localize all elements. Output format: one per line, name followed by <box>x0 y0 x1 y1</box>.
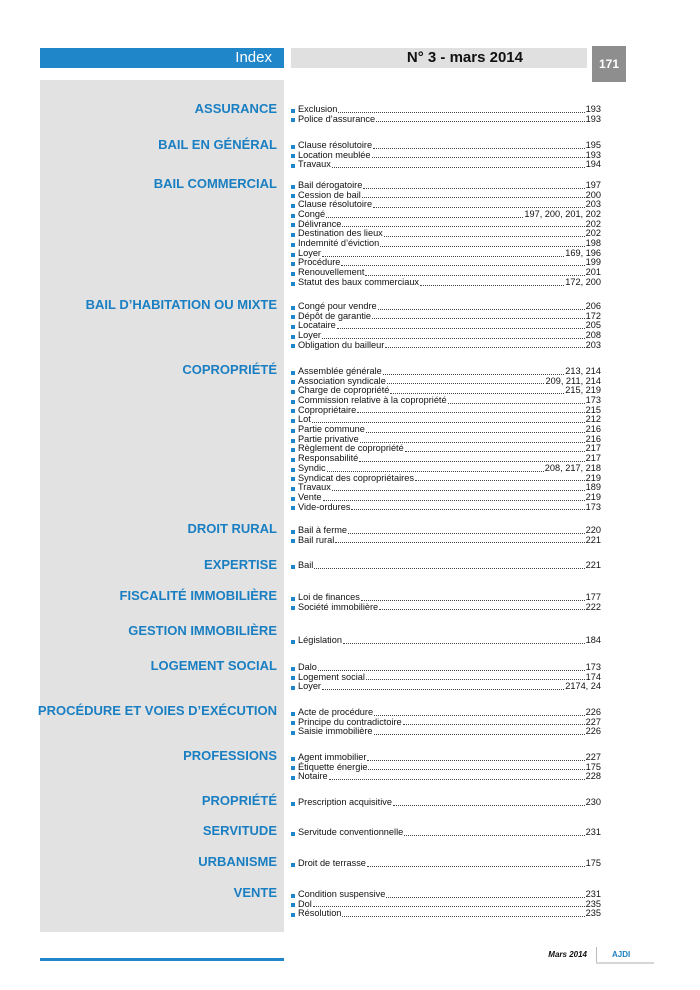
bullet-icon <box>291 262 295 266</box>
index-entry <box>291 526 601 536</box>
category-heading: BAIL COMMERCIAL <box>153 176 277 191</box>
dot-leader <box>318 670 585 671</box>
entry-group <box>291 753 601 782</box>
bullet-icon <box>291 223 295 227</box>
index-entry <box>291 151 601 161</box>
entry-pages: 173 <box>585 661 601 672</box>
entry-pages: 208, 217, 218 <box>544 462 601 473</box>
dot-leader <box>341 265 584 266</box>
dot-leader <box>374 715 585 716</box>
bullet-icon <box>291 458 295 462</box>
entry-group <box>291 828 601 838</box>
entry-pages: 222 <box>585 601 601 612</box>
bullet-icon <box>291 448 295 452</box>
dot-leader <box>380 246 584 247</box>
dot-leader <box>379 609 584 610</box>
entry-label: Loi de finances <box>298 591 360 602</box>
entry-pages: 174 <box>585 671 601 682</box>
entry-label: Vide-ordures <box>298 501 351 512</box>
entry-pages: 220 <box>585 524 601 535</box>
dot-leader <box>367 760 584 761</box>
index-entry <box>291 536 601 546</box>
index-entry <box>291 772 601 782</box>
entry-pages: 193 <box>585 103 601 114</box>
entry-label: Loyer <box>298 247 321 258</box>
dot-leader <box>329 779 585 780</box>
dot-leader <box>332 167 585 168</box>
entry-label: Législation <box>298 634 342 645</box>
entry-label: Notaire <box>298 771 328 782</box>
entry-label: Commission relative à la copropriété <box>298 395 447 406</box>
dot-leader <box>373 207 585 208</box>
bullet-icon <box>291 606 295 610</box>
dot-leader <box>323 500 585 501</box>
entry-label: Assemblée générale <box>298 365 382 376</box>
entry-pages: 198 <box>585 238 601 249</box>
entry-label: Bail rural <box>298 534 335 545</box>
entry-pages: 172 <box>585 310 601 321</box>
entry-pages: 173 <box>585 395 601 406</box>
index-entry <box>291 115 601 125</box>
bullet-icon <box>291 903 295 907</box>
entry-label: Responsabilité <box>298 453 359 464</box>
entry-group <box>291 593 601 612</box>
entry-pages: 177 <box>585 591 601 602</box>
bullet-icon <box>291 194 295 198</box>
bullet-icon <box>291 676 295 680</box>
entry-label: Dalo <box>298 661 317 672</box>
entry-pages: 213, 214 <box>565 365 601 376</box>
bullet-icon <box>291 243 295 247</box>
entry-label: Loyer <box>298 330 321 341</box>
entry-group <box>291 890 601 919</box>
entry-label: Saisie immobilière <box>298 726 373 737</box>
entry-label: Logement social <box>298 671 365 682</box>
bullet-icon <box>291 530 295 534</box>
bullet-icon <box>291 863 295 867</box>
bullet-icon <box>291 419 295 423</box>
entry-pages: 201 <box>585 267 601 278</box>
entry-label: Clause résolutoire <box>298 199 373 210</box>
category-heading: EXPERTISE <box>204 557 277 572</box>
dot-leader <box>322 689 564 690</box>
bullet-icon <box>291 686 295 690</box>
entry-label: Location meublée <box>298 149 371 160</box>
bullet-icon <box>291 565 295 569</box>
bullet-icon <box>291 721 295 725</box>
bullet-icon <box>291 640 295 644</box>
entry-pages: 175 <box>585 761 601 772</box>
bullet-icon <box>291 776 295 780</box>
dot-leader <box>367 866 585 867</box>
entry-pages: 217 <box>585 453 601 464</box>
dot-leader <box>337 328 585 329</box>
entry-label: Exclusion <box>298 103 338 114</box>
entry-group <box>291 859 601 869</box>
entry-group <box>291 141 601 170</box>
dot-leader <box>342 916 584 917</box>
entry-label: Charge de copropriété <box>298 385 390 396</box>
entry-group <box>291 708 601 737</box>
dot-leader <box>361 600 585 601</box>
index-entry <box>291 341 601 351</box>
entry-pages: 227 <box>585 716 601 727</box>
entry-label: Principe du contradictoire <box>298 716 402 727</box>
bullet-icon <box>291 487 295 491</box>
dot-leader <box>387 383 545 384</box>
entry-pages: 206 <box>585 300 601 311</box>
bullet-icon <box>291 439 295 443</box>
index-entry <box>291 160 601 170</box>
index-entry <box>291 798 601 808</box>
entry-label: Partie privative <box>298 433 359 444</box>
entry-group <box>291 526 601 545</box>
entry-label: Règlement de copropriété <box>298 443 404 454</box>
entry-label: Copropriétaire <box>298 404 357 415</box>
bullet-icon <box>291 409 295 413</box>
category-heading: SERVITUDE <box>202 823 277 838</box>
category-heading: BAIL D’HABITATION OU MIXTE <box>85 297 277 312</box>
entry-label: Cession de bail <box>298 189 361 200</box>
bullet-icon <box>291 468 295 472</box>
bullet-icon <box>291 306 295 310</box>
entry-pages: 231 <box>585 826 601 837</box>
bullet-icon <box>291 597 295 601</box>
dot-leader <box>368 769 584 770</box>
entry-label: Congé pour vendre <box>298 300 377 311</box>
dot-leader <box>322 338 585 339</box>
index-entry <box>291 890 601 900</box>
entry-label: Congé <box>298 209 326 220</box>
entry-label: Syndicat des copropriétaires <box>298 472 414 483</box>
dot-leader <box>373 148 585 149</box>
index-entry <box>291 909 601 919</box>
bullet-icon <box>291 400 295 404</box>
issue-label: N° 3 - mars 2014 <box>291 48 587 68</box>
index-entry <box>291 406 601 416</box>
bullet-icon <box>291 164 295 168</box>
entry-pages: 216 <box>585 433 601 444</box>
dot-leader <box>338 112 584 113</box>
entry-label: Police d’assurance <box>298 113 376 124</box>
category-heading: VENTE <box>233 885 277 900</box>
entry-label: Lot <box>298 414 311 425</box>
bullet-icon <box>291 145 295 149</box>
dot-leader <box>374 734 585 735</box>
entry-label: Association syndicale <box>298 375 386 386</box>
bullet-icon <box>291 539 295 543</box>
dot-leader <box>378 309 585 310</box>
bullet-icon <box>291 204 295 208</box>
entry-pages: 215 <box>585 404 601 415</box>
entry-label: Travaux <box>298 159 331 170</box>
dot-leader <box>448 403 585 404</box>
entry-pages: 202 <box>585 218 601 229</box>
category-heading: PROPRIÉTÉ <box>201 793 277 808</box>
entry-label: Indemnité d’éviction <box>298 238 380 249</box>
page-number: 171 <box>592 46 626 82</box>
entry-label: Condition suspensive <box>298 888 386 899</box>
dot-leader <box>351 509 584 510</box>
dot-leader <box>327 471 544 472</box>
bullet-icon <box>291 253 295 257</box>
footer-date: Mars 2014 <box>548 950 587 959</box>
entry-pages: 202 <box>585 228 601 239</box>
index-entry <box>291 763 601 773</box>
dot-leader <box>390 393 564 394</box>
index-entry <box>291 483 601 493</box>
entry-pages: 219 <box>585 472 601 483</box>
dot-leader <box>376 121 585 122</box>
entry-group <box>291 302 601 350</box>
dot-leader <box>415 480 585 481</box>
dot-leader <box>360 442 585 443</box>
entry-pages: 197, 200, 201, 202 <box>524 209 601 220</box>
bullet-icon <box>291 325 295 329</box>
index-entry <box>291 828 601 838</box>
entry-label: Étiquette énergie <box>298 761 368 772</box>
entry-pages: 194 <box>585 159 601 170</box>
dot-leader <box>420 285 564 286</box>
category-heading: FISCALITÉ IMMOBILIÈRE <box>119 588 277 603</box>
entry-pages: 175 <box>585 857 601 868</box>
entry-label: Locataire <box>298 320 336 331</box>
entry-label: Obligation du bailleur <box>298 339 385 350</box>
bullet-icon <box>291 335 295 339</box>
entry-pages: 227 <box>585 751 601 762</box>
bullet-icon <box>291 667 295 671</box>
entry-pages: 200 <box>585 189 601 200</box>
entry-label: Clause résolutoire <box>298 139 373 150</box>
dot-leader <box>384 236 585 237</box>
dot-leader <box>403 724 585 725</box>
entry-pages: 2174, 24 <box>565 681 601 692</box>
dot-leader <box>326 217 523 218</box>
bullet-icon <box>291 344 295 348</box>
index-entry <box>291 278 601 288</box>
bullet-icon <box>291 802 295 806</box>
dot-leader <box>322 256 564 257</box>
entry-pages: 209, 211, 214 <box>545 375 601 386</box>
category-heading: DROIT RURAL <box>187 521 277 536</box>
entry-group <box>291 561 601 571</box>
bullet-icon <box>291 757 295 761</box>
entry-pages: 189 <box>585 482 601 493</box>
entry-pages: 205 <box>585 320 601 331</box>
entry-label: Délivrance <box>298 218 342 229</box>
bullet-icon <box>291 315 295 319</box>
bullet-icon <box>291 282 295 286</box>
bullet-icon <box>291 154 295 158</box>
dot-leader <box>314 568 584 569</box>
category-heading: PROCÉDURE ET VOIES D’EXÉCUTION <box>37 703 277 718</box>
entry-pages: 221 <box>585 559 601 570</box>
index-entry <box>291 503 601 513</box>
bullet-icon <box>291 913 295 917</box>
dot-leader <box>359 461 584 462</box>
entry-label: Prescription acquisitive <box>298 796 392 807</box>
entry-pages: 231 <box>585 888 601 899</box>
entry-group <box>291 636 601 646</box>
bullet-icon <box>291 832 295 836</box>
entry-label: Vente <box>298 491 322 502</box>
bullet-icon <box>291 109 295 113</box>
bullet-icon <box>291 766 295 770</box>
category-heading: URBANISME <box>198 854 277 869</box>
bullet-icon <box>291 497 295 501</box>
dot-leader <box>312 422 585 423</box>
index-entry <box>291 682 601 692</box>
entry-label: Résolution <box>298 908 342 919</box>
entry-label: Syndic <box>298 462 326 473</box>
bullet-icon <box>291 429 295 433</box>
dot-leader <box>366 432 585 433</box>
dot-leader <box>363 188 584 189</box>
entry-pages: 208 <box>585 330 601 341</box>
dot-leader <box>342 226 584 227</box>
entry-pages: 173 <box>585 501 601 512</box>
entry-label: Loyer <box>298 681 321 692</box>
footer-publication: AJDI <box>612 950 631 959</box>
section-title: Index <box>40 48 284 68</box>
entry-pages: 221 <box>585 534 601 545</box>
entry-label: Renouvellement <box>298 267 365 278</box>
dot-leader <box>383 374 564 375</box>
entry-label: Droit de terrasse <box>298 857 366 868</box>
dot-leader <box>335 542 584 543</box>
index-entry <box>291 636 601 646</box>
entry-pages: 235 <box>585 908 601 919</box>
entry-group <box>291 105 601 124</box>
category-heading: BAIL EN GÉNÉRAL <box>158 137 277 152</box>
dot-leader <box>348 533 585 534</box>
entry-label: Acte de procédure <box>298 706 374 717</box>
category-heading: GESTION IMMOBILIÈRE <box>128 623 277 638</box>
entry-group <box>291 367 601 512</box>
entry-pages: 199 <box>585 257 601 268</box>
index-entry <box>291 727 601 737</box>
dot-leader <box>332 490 585 491</box>
bullet-icon <box>291 118 295 122</box>
entry-label: Bail à ferme <box>298 524 348 535</box>
entry-pages: 197 <box>585 179 601 190</box>
bullet-icon <box>291 185 295 189</box>
entry-label: Servitude conventionnelle <box>298 826 404 837</box>
footer-line <box>596 962 654 964</box>
entry-label: Dol <box>298 898 312 909</box>
dot-leader <box>405 451 585 452</box>
entry-group <box>291 798 601 808</box>
entry-label: Société immobilière <box>298 601 379 612</box>
dot-leader <box>365 275 584 276</box>
entry-pages: 203 <box>585 339 601 350</box>
entry-label: Travaux <box>298 482 331 493</box>
bullet-icon <box>291 214 295 218</box>
entry-pages: 230 <box>585 796 601 807</box>
entry-pages: 226 <box>585 706 601 717</box>
index-entry <box>291 859 601 869</box>
bullet-icon <box>291 390 295 394</box>
entry-label: Procédure <box>298 257 341 268</box>
category-heading: ASSURANCE <box>194 101 277 116</box>
entry-pages: 217 <box>585 443 601 454</box>
bullet-icon <box>291 233 295 237</box>
dot-leader <box>372 318 585 319</box>
entry-pages: 228 <box>585 771 601 782</box>
bullet-icon <box>291 477 295 481</box>
dot-leader <box>393 805 585 806</box>
entry-group <box>291 181 601 288</box>
index-entry <box>291 239 601 249</box>
entry-pages: 169, 196 <box>565 247 601 258</box>
dot-leader <box>385 347 584 348</box>
entry-label: Agent immobilier <box>298 751 367 762</box>
entry-pages: 172, 200 <box>565 276 601 287</box>
dot-leader <box>386 897 584 898</box>
category-heading: COPROPRIÉTÉ <box>182 362 277 377</box>
entry-label: Destination des lieux <box>298 228 383 239</box>
entry-label: Bail dérogatoire <box>298 179 363 190</box>
dot-leader <box>313 906 585 907</box>
entry-pages: 212 <box>585 414 601 425</box>
entry-group <box>291 663 601 692</box>
index-entry <box>291 312 601 322</box>
dot-leader <box>404 835 584 836</box>
category-heading: PROFESSIONS <box>183 748 277 763</box>
index-entry <box>291 474 601 484</box>
entry-pages: 193 <box>585 113 601 124</box>
bullet-icon <box>291 272 295 276</box>
entry-pages: 235 <box>585 898 601 909</box>
entry-label: Bail <box>298 559 314 570</box>
footer-rule <box>40 958 284 961</box>
index-entry <box>291 673 601 683</box>
bullet-icon <box>291 712 295 716</box>
entry-pages: 195 <box>585 139 601 150</box>
bullet-icon <box>291 506 295 510</box>
category-heading: LOGEMENT SOCIAL <box>150 658 277 673</box>
entry-pages: 216 <box>585 424 601 435</box>
entry-pages: 193 <box>585 149 601 160</box>
dot-leader <box>366 679 585 680</box>
bullet-icon <box>291 894 295 898</box>
index-entry <box>291 561 601 571</box>
bullet-icon <box>291 380 295 384</box>
entry-label: Statut des baux commerciaux <box>298 276 420 287</box>
dot-leader <box>372 157 585 158</box>
entry-pages: 226 <box>585 726 601 737</box>
entry-pages: 184 <box>585 634 601 645</box>
entry-pages: 203 <box>585 199 601 210</box>
footer-separator <box>596 947 597 963</box>
dot-leader <box>343 643 585 644</box>
bullet-icon <box>291 731 295 735</box>
entry-pages: 219 <box>585 491 601 502</box>
index-entry <box>291 603 601 613</box>
entry-label: Dépôt de garantie <box>298 310 372 321</box>
entry-label: Partie commune <box>298 424 365 435</box>
dot-leader <box>357 412 584 413</box>
dot-leader <box>362 197 585 198</box>
entry-pages: 215, 219 <box>565 385 601 396</box>
bullet-icon <box>291 371 295 375</box>
index-entry <box>291 321 601 331</box>
